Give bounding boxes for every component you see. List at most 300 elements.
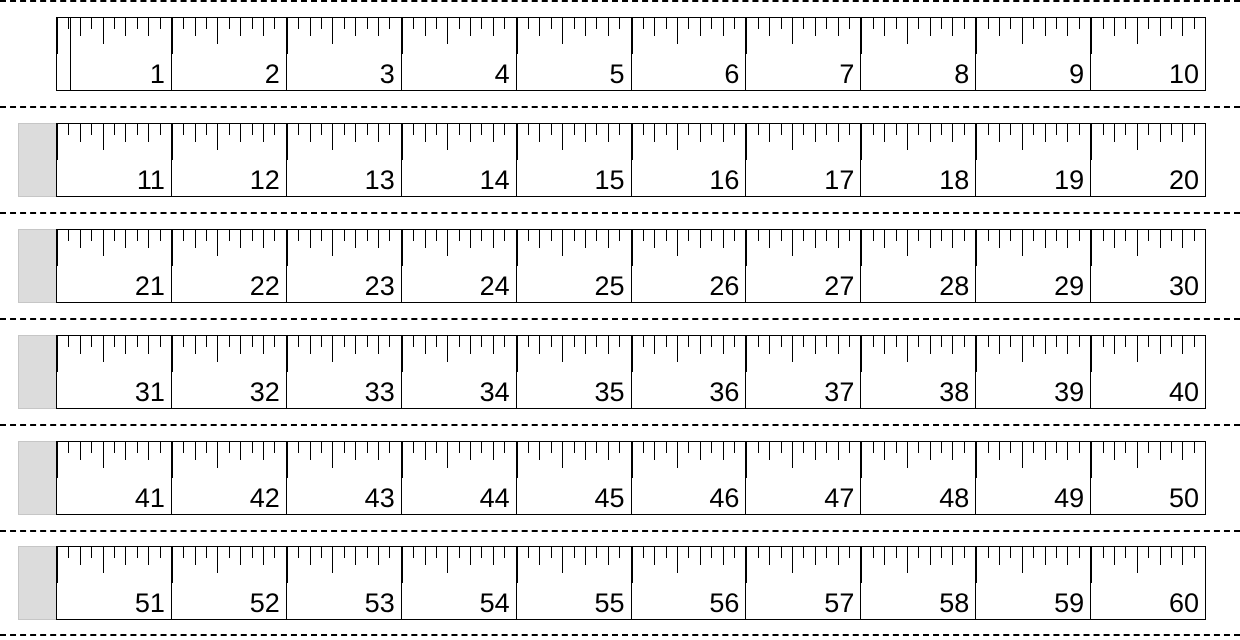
tick-small bbox=[551, 547, 562, 587]
tick-small bbox=[137, 124, 148, 164]
tick-small bbox=[481, 124, 492, 164]
tick-small bbox=[137, 442, 148, 482]
tape-cell bbox=[402, 230, 517, 302]
tick-small bbox=[896, 336, 907, 376]
tape-cell bbox=[746, 547, 861, 619]
tick-group bbox=[402, 547, 516, 587]
tape-cell bbox=[517, 124, 632, 196]
tick-mid bbox=[263, 18, 274, 58]
tape-label: 59 bbox=[1054, 588, 1085, 618]
tick-group bbox=[746, 124, 860, 164]
tick-small bbox=[459, 18, 470, 58]
tick-small bbox=[229, 230, 240, 270]
tick-small bbox=[160, 124, 171, 164]
tape-label: 41 bbox=[134, 483, 165, 513]
tick-mid bbox=[769, 336, 780, 376]
tick-mid bbox=[723, 547, 734, 587]
tape-label: 42 bbox=[249, 483, 280, 513]
tick-mid bbox=[999, 442, 1010, 482]
tick-mid bbox=[1160, 124, 1171, 164]
tick-small bbox=[896, 230, 907, 270]
tick-mid bbox=[838, 442, 849, 482]
tick-group bbox=[287, 230, 401, 270]
tick-group bbox=[172, 442, 286, 482]
tick-small bbox=[160, 336, 171, 376]
tape-cell bbox=[861, 547, 976, 619]
tick-small bbox=[941, 124, 952, 164]
tape-cell bbox=[1091, 18, 1205, 90]
tick-small bbox=[1079, 230, 1090, 270]
tick-mid bbox=[1045, 230, 1056, 270]
tick-mid bbox=[1067, 442, 1078, 482]
tick-small bbox=[964, 547, 975, 587]
tick-small bbox=[206, 547, 217, 587]
tick-small bbox=[114, 336, 125, 376]
tape-label: 43 bbox=[364, 483, 395, 513]
tick-full bbox=[746, 336, 757, 376]
tick-small bbox=[666, 18, 677, 58]
tape-cells bbox=[57, 124, 1205, 196]
tick-small bbox=[1148, 230, 1159, 270]
tick-full bbox=[746, 442, 757, 482]
tick-small bbox=[1056, 230, 1067, 270]
tick-mid bbox=[425, 124, 436, 164]
tick-small bbox=[758, 547, 769, 587]
tick-small bbox=[826, 336, 837, 376]
tape-cell bbox=[976, 336, 1091, 408]
tick-half bbox=[907, 124, 918, 164]
tick-small bbox=[68, 547, 79, 587]
tick-full bbox=[746, 18, 757, 58]
tick-small bbox=[229, 547, 240, 587]
tick-group bbox=[976, 18, 1090, 58]
tick-small bbox=[596, 336, 607, 376]
tape-cell bbox=[172, 442, 287, 514]
tick-small bbox=[367, 230, 378, 270]
tape-cell bbox=[976, 547, 1091, 619]
tick-mid bbox=[585, 230, 596, 270]
tick-small bbox=[413, 124, 424, 164]
tick-group bbox=[1091, 336, 1205, 376]
tape-label: 27 bbox=[824, 271, 855, 301]
tape-label: 44 bbox=[479, 483, 510, 513]
tick-small bbox=[436, 336, 447, 376]
tape-cell bbox=[57, 547, 172, 619]
tick-full bbox=[976, 124, 987, 164]
tick-full bbox=[402, 18, 413, 58]
tick-small bbox=[964, 336, 975, 376]
tick-small bbox=[459, 442, 470, 482]
tick-mid bbox=[263, 124, 274, 164]
tick-small bbox=[1171, 230, 1182, 270]
tape-cell bbox=[172, 18, 287, 90]
tick-mid bbox=[148, 230, 159, 270]
tick-small bbox=[528, 18, 539, 58]
tick-small bbox=[1125, 336, 1136, 376]
tick-mid bbox=[930, 124, 941, 164]
tick-full bbox=[517, 336, 528, 376]
tick-small bbox=[826, 230, 837, 270]
tick-small bbox=[206, 18, 217, 58]
tick-half bbox=[217, 336, 228, 376]
tape-label: 58 bbox=[939, 588, 970, 618]
tick-mid bbox=[1160, 547, 1171, 587]
tick-mid bbox=[263, 230, 274, 270]
tick-half bbox=[332, 18, 343, 58]
tick-mid bbox=[493, 442, 504, 482]
tick-small bbox=[1033, 18, 1044, 58]
tape-cell bbox=[517, 336, 632, 408]
tape-label: 22 bbox=[249, 271, 280, 301]
tick-mid bbox=[355, 336, 366, 376]
tick-mid bbox=[470, 442, 481, 482]
tick-small bbox=[413, 230, 424, 270]
tick-small bbox=[114, 230, 125, 270]
tick-mid bbox=[1045, 547, 1056, 587]
tick-small bbox=[619, 230, 630, 270]
tick-small bbox=[574, 547, 585, 587]
tick-half bbox=[792, 124, 803, 164]
tick-mid bbox=[240, 18, 251, 58]
tick-small bbox=[596, 18, 607, 58]
tick-small bbox=[528, 124, 539, 164]
tick-small bbox=[183, 547, 194, 587]
tick-group bbox=[861, 442, 975, 482]
tick-full bbox=[976, 547, 987, 587]
tape-label: 56 bbox=[709, 588, 740, 618]
tick-small bbox=[758, 18, 769, 58]
tick-full bbox=[172, 336, 183, 376]
tick-full bbox=[172, 442, 183, 482]
tick-small bbox=[711, 547, 722, 587]
tick-mid bbox=[815, 124, 826, 164]
tape-label: 21 bbox=[134, 271, 165, 301]
tape-cell bbox=[976, 230, 1091, 302]
tick-full bbox=[402, 547, 413, 587]
tick-half bbox=[217, 124, 228, 164]
tick-full bbox=[172, 230, 183, 270]
tick-small bbox=[734, 18, 745, 58]
tick-half bbox=[1022, 230, 1033, 270]
tick-mid bbox=[240, 336, 251, 376]
tick-small bbox=[91, 124, 102, 164]
tick-small bbox=[481, 18, 492, 58]
tick-mid bbox=[608, 442, 619, 482]
tick-small bbox=[252, 230, 263, 270]
tick-mid bbox=[952, 18, 963, 58]
tick-small bbox=[344, 547, 355, 587]
tick-full bbox=[172, 547, 183, 587]
tick-mid bbox=[930, 18, 941, 58]
tick-small bbox=[711, 18, 722, 58]
tick-group bbox=[632, 336, 746, 376]
tick-small bbox=[459, 230, 470, 270]
tape-cell bbox=[517, 230, 632, 302]
tape-strip bbox=[0, 106, 1240, 212]
tick-small bbox=[1125, 230, 1136, 270]
tape-label: 30 bbox=[1169, 271, 1200, 301]
tick-mid bbox=[425, 336, 436, 376]
tick-half bbox=[907, 18, 918, 58]
tick-half bbox=[562, 336, 573, 376]
tape-label: 57 bbox=[824, 588, 855, 618]
tick-small bbox=[849, 547, 860, 587]
tick-mid bbox=[80, 547, 91, 587]
tick-mid bbox=[952, 547, 963, 587]
tick-full bbox=[632, 230, 643, 270]
tick-mid bbox=[769, 442, 780, 482]
tick-mid bbox=[654, 230, 665, 270]
tick-small bbox=[274, 230, 285, 270]
tick-small bbox=[826, 124, 837, 164]
tick-small bbox=[964, 442, 975, 482]
tick-mid bbox=[310, 124, 321, 164]
tick-mid bbox=[539, 336, 550, 376]
tick-mid bbox=[125, 547, 136, 587]
tick-group bbox=[517, 442, 631, 482]
tick-small bbox=[688, 230, 699, 270]
tick-half bbox=[447, 18, 458, 58]
tick-half bbox=[103, 124, 114, 164]
tick-group bbox=[517, 336, 631, 376]
tick-full bbox=[287, 442, 298, 482]
tick-small bbox=[781, 336, 792, 376]
tick-small bbox=[988, 547, 999, 587]
tick-small bbox=[91, 18, 102, 58]
tick-small bbox=[481, 230, 492, 270]
tick-small bbox=[137, 336, 148, 376]
tape-label: 33 bbox=[364, 377, 395, 407]
tick-small bbox=[436, 230, 447, 270]
tick-small bbox=[160, 230, 171, 270]
tick-half bbox=[907, 336, 918, 376]
tick-small bbox=[252, 442, 263, 482]
tick-mid bbox=[263, 336, 274, 376]
tick-small bbox=[643, 230, 654, 270]
tape-cell bbox=[287, 18, 402, 90]
tick-group bbox=[632, 124, 746, 164]
tick-mid bbox=[195, 547, 206, 587]
tick-small bbox=[367, 547, 378, 587]
tick-mid bbox=[654, 18, 665, 58]
tick-small bbox=[849, 442, 860, 482]
tick-small bbox=[803, 547, 814, 587]
tick-small bbox=[298, 230, 309, 270]
tape-cell bbox=[172, 336, 287, 408]
tick-full bbox=[517, 230, 528, 270]
tape-cell bbox=[517, 547, 632, 619]
tick-mid bbox=[1160, 18, 1171, 58]
tick-small bbox=[91, 442, 102, 482]
tape-cell bbox=[517, 18, 632, 90]
tick-small bbox=[183, 336, 194, 376]
tick-half bbox=[677, 230, 688, 270]
tick-mid bbox=[470, 230, 481, 270]
tick-small bbox=[574, 230, 585, 270]
tape-label: 60 bbox=[1169, 588, 1200, 618]
tick-mid bbox=[80, 442, 91, 482]
tape-cell bbox=[861, 442, 976, 514]
tape-label: 7 bbox=[839, 59, 855, 89]
tick-group bbox=[632, 230, 746, 270]
tick-mid bbox=[1114, 230, 1125, 270]
tick-mid bbox=[125, 124, 136, 164]
tape-cell bbox=[632, 230, 747, 302]
tick-mid bbox=[80, 230, 91, 270]
tick-small bbox=[688, 547, 699, 587]
tick-small bbox=[688, 124, 699, 164]
tick-full bbox=[57, 547, 68, 587]
tick-mid bbox=[608, 336, 619, 376]
tape-cell bbox=[287, 124, 402, 196]
tick-half bbox=[907, 442, 918, 482]
tick-small bbox=[344, 442, 355, 482]
tick-mid bbox=[1067, 230, 1078, 270]
tick-small bbox=[183, 230, 194, 270]
tick-mid bbox=[263, 547, 274, 587]
tick-mid bbox=[700, 230, 711, 270]
tape-label: 32 bbox=[249, 377, 280, 407]
tick-small bbox=[114, 547, 125, 587]
tick-group bbox=[287, 18, 401, 58]
tick-small bbox=[666, 230, 677, 270]
tick-group bbox=[57, 18, 171, 58]
tick-small bbox=[1194, 442, 1205, 482]
tape-cell bbox=[402, 442, 517, 514]
tick-small bbox=[873, 547, 884, 587]
tick-small bbox=[1148, 336, 1159, 376]
tick-group bbox=[746, 442, 860, 482]
tick-small bbox=[1033, 230, 1044, 270]
tick-small bbox=[321, 547, 332, 587]
tick-small bbox=[551, 124, 562, 164]
tick-group bbox=[632, 442, 746, 482]
tick-small bbox=[344, 18, 355, 58]
tick-full bbox=[1091, 442, 1102, 482]
tick-full bbox=[287, 230, 298, 270]
tick-small bbox=[1056, 336, 1067, 376]
tick-small bbox=[849, 336, 860, 376]
tick-full bbox=[517, 18, 528, 58]
tick-small bbox=[298, 547, 309, 587]
tick-small bbox=[114, 442, 125, 482]
tape-label: 6 bbox=[724, 59, 740, 89]
tick-small bbox=[344, 230, 355, 270]
tick-mid bbox=[952, 230, 963, 270]
tick-small bbox=[206, 442, 217, 482]
tick-half bbox=[217, 442, 228, 482]
tick-small bbox=[803, 124, 814, 164]
tick-small bbox=[803, 336, 814, 376]
tick-half bbox=[447, 230, 458, 270]
tick-mid bbox=[1160, 442, 1171, 482]
tick-mid bbox=[240, 230, 251, 270]
tape-label: 51 bbox=[134, 588, 165, 618]
tick-group bbox=[172, 18, 286, 58]
tick-mid bbox=[884, 18, 895, 58]
tick-half bbox=[907, 230, 918, 270]
tick-small bbox=[1033, 442, 1044, 482]
tick-small bbox=[68, 124, 79, 164]
tick-small bbox=[711, 124, 722, 164]
tape-cell bbox=[746, 230, 861, 302]
tick-small bbox=[504, 547, 515, 587]
tick-small bbox=[160, 18, 171, 58]
tick-mid bbox=[493, 547, 504, 587]
tick-mid bbox=[125, 336, 136, 376]
tick-group bbox=[1091, 442, 1205, 482]
tick-small bbox=[1056, 124, 1067, 164]
tick-mid bbox=[608, 547, 619, 587]
tape-label: 54 bbox=[479, 588, 510, 618]
tape-label: 36 bbox=[709, 377, 740, 407]
tick-small bbox=[1148, 442, 1159, 482]
tick-small bbox=[344, 124, 355, 164]
tape-label: 47 bbox=[824, 483, 855, 513]
tick-small bbox=[941, 442, 952, 482]
tick-mid bbox=[195, 18, 206, 58]
tick-mid bbox=[355, 230, 366, 270]
tick-mid bbox=[1182, 336, 1193, 376]
tick-small bbox=[413, 18, 424, 58]
tick-small bbox=[504, 442, 515, 482]
tick-mid bbox=[310, 547, 321, 587]
tape-label: 4 bbox=[494, 59, 510, 89]
tick-small bbox=[344, 336, 355, 376]
tick-mid bbox=[425, 18, 436, 58]
tick-full bbox=[57, 336, 68, 376]
tick-small bbox=[849, 124, 860, 164]
tick-small bbox=[551, 18, 562, 58]
tick-half bbox=[103, 230, 114, 270]
tick-mid bbox=[240, 442, 251, 482]
tick-mid bbox=[378, 124, 389, 164]
tick-small bbox=[734, 442, 745, 482]
tick-small bbox=[918, 18, 929, 58]
tick-small bbox=[459, 336, 470, 376]
tick-mid bbox=[608, 230, 619, 270]
tick-mid bbox=[425, 230, 436, 270]
tick-small bbox=[114, 124, 125, 164]
tape-cell bbox=[57, 230, 172, 302]
tick-small bbox=[711, 230, 722, 270]
tick-full bbox=[632, 547, 643, 587]
tape-cell bbox=[861, 18, 976, 90]
tick-small bbox=[1125, 124, 1136, 164]
tick-small bbox=[826, 547, 837, 587]
tick-half bbox=[447, 124, 458, 164]
tick-small bbox=[389, 18, 400, 58]
tick-small bbox=[941, 230, 952, 270]
tape-label: 52 bbox=[249, 588, 280, 618]
tick-small bbox=[68, 336, 79, 376]
tick-half bbox=[1022, 336, 1033, 376]
tick-full bbox=[861, 336, 872, 376]
tape-cell bbox=[632, 547, 747, 619]
tick-mid bbox=[585, 124, 596, 164]
tick-small bbox=[137, 18, 148, 58]
tick-half bbox=[332, 124, 343, 164]
tape-cell bbox=[287, 336, 402, 408]
tick-small bbox=[389, 442, 400, 482]
tick-full bbox=[632, 18, 643, 58]
tape-cell bbox=[632, 124, 747, 196]
tick-group bbox=[976, 547, 1090, 587]
tick-small bbox=[389, 124, 400, 164]
tick-mid bbox=[80, 336, 91, 376]
tick-half bbox=[447, 336, 458, 376]
tick-small bbox=[781, 124, 792, 164]
